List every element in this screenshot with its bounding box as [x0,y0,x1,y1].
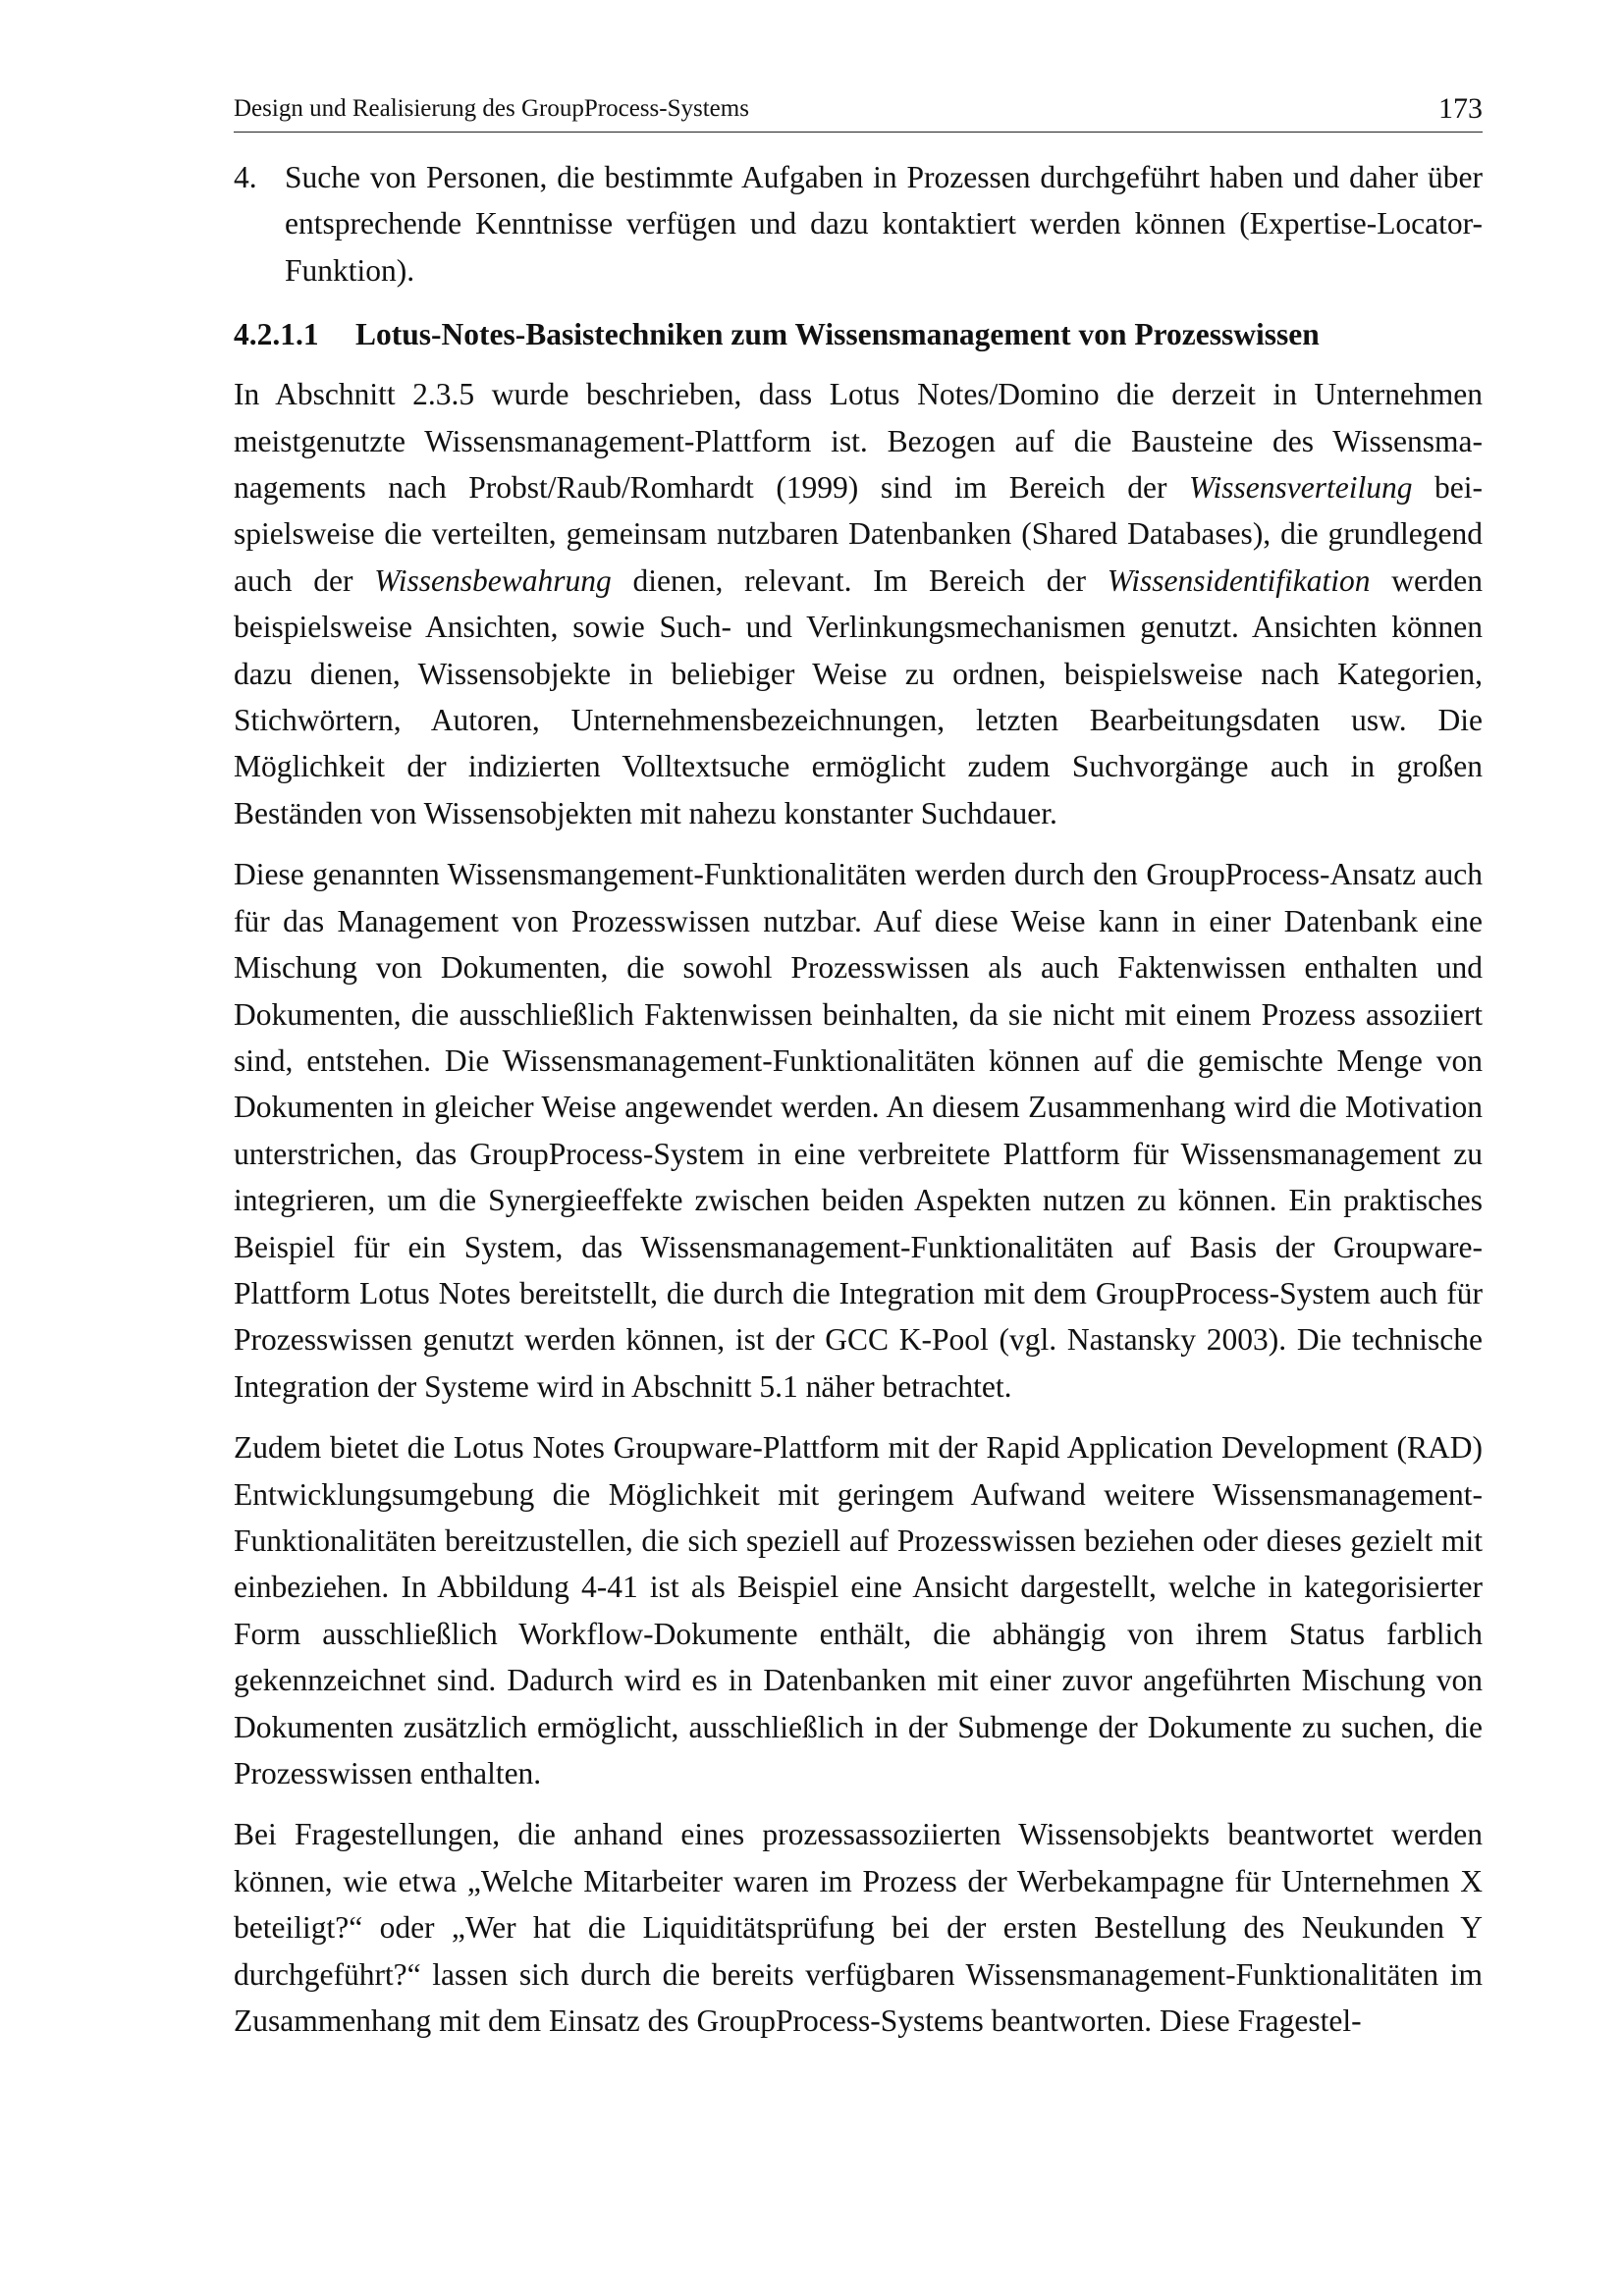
paragraph-2: Diese genannten Wissensmangement-Funktionalitäten werden durch den GroupProcess-Ansatz auch für das Management von Prozesswissen nutzbar. Auf diese Weise kann in einer Datenbank eine Mischung von Dokumenten, die sowohl Prozesswissen als auch Faktenwissen enthalten und Dokumenten, die ausschließlich Faktenwissen beinhalten, da sie nicht mit einem Prozess assoziiert sind, entstehen. Die Wissensmanagement-Funktionalitäten können auf die gemischte Menge von Dokumenten in gleicher Weise angewendet werden. An diesem Zusammenhang wird die Motivation unterstrichen, das GroupProcess-System in eine verbreitete Plattform für Wissensmanagement zu integrieren, um die Synergieeffekte zwischen beiden Aspekten nutzen zu können. Ein praktisches Beispiel für ein System, das Wissensmanagement-Funktionalitäten auf Basis der Groupware-Plattform Lotus Notes bereitstellt, die durch die Integration mit dem GroupProcess-System auch für Prozesswissen genutzt werden können, ist der GCC K-Pool (vgl. Nastansky 2003). Die technische Integration der Systeme wird in Abschnitt 5.1 näher betrachtet. [234,857,1483,1404]
paragraph-1-emphasis-2: Wissensbewahrung [374,562,612,598]
paragraph-1 [234,371,1483,836]
paragraph-1-text-a: In Abschnitt 2.3.5 wurde beschrieben, dass Lotus Notes/Domino die derzeit in Unternehmen meistgenutzte Wissensmanagement-Plattform ist. Bezogen auf die Bausteine des Wissensmanagements nach Probst/Raub/Romhardt (1999) sind im Bereich der [234,377,1483,506]
paragraph-3: Zudem bietet die Lotus Notes Groupware-Plattform mit der Rapid Application Development (RAD) Entwicklungsumgebung die Möglichkeit mit geringem Aufwand weitere Wissensmanagement-Funktionalitäten bereitzustellen, die sich speziell auf Prozesswissen beziehen oder dieses gezielt mit einbeziehen. In Abbildung 4-41 ist als Beispiel eine Ansicht dargestellt, welche in kategorisierter Form ausschließlich Workflow-Dokumente enthält, die abhängig von ihrem Status farblich gekennzeichnet sind. Dadurch wird es in Datenbanken mit einer zuvor angeführten Mischung von Dokumenten zusätzlich ermöglicht, ausschließlich in der Submenge der Dokumente zu suchen, die Prozesswissen enthalten. [234,1430,1483,1790]
paragraph-1-emphasis-3: Wissensidentifikation [1107,562,1371,598]
paragraph-1-emphasis-1: Wissensverteilung [1189,470,1413,506]
header-title: Design und Realisierung des GroupProcess-Systems [234,95,749,122]
paragraph-4: Bei Fragestellungen, die anhand eines prozessassoziierten Wissensobjekts beantwortet werden können, wie etwa „Welche Mitarbeiter waren im Prozess der Werbekampagne für Unternehmen X beteiligt?“ oder „Wer hat die Liquiditätsprüfung bei der ersten Bestellung des Neukunden Y durchgeführt?“ lassen sich durch die bereits verfügbaren Wissensmanagement-Funktionalitäten im Zusammenhang mit dem Einsatz des GroupProcess-Systems beantworten. Diese Fragestel- [234,1817,1483,2039]
list-item [234,154,1483,294]
section-number: 4.2.1.1 [234,317,319,352]
section-title: Lotus-Notes-Basistechniken zum Wissensmanagement von Prozesswissen [355,317,1320,352]
running-header [234,94,1483,133]
section-heading [234,311,1483,357]
paragraph-1-text-b: beispielsweise die verteilten, gemeinsam nutzbaren Datenbanken (Shared Databases), die grundlegend auch der [234,470,1484,598]
paragraph-1-text-d: werden beispielsweise Ansichten, sowie Such- und Verlinkungsmechanismen genutzt. Ansichten können dazu dienen, Wissensobjekte in beliebiger Weise zu ordnen, beispielsweise nach Kategorien, Stichwörtern, Autoren, Unternehmensbezeichnungen, letzten Bearbeitungsdaten usw. Die Möglichkeit der indizierten Volltextsuche ermöglicht zudem Suchvorgänge auch in großen Beständen von Wissensobjekten mit nahezu konstanter Suchdauer. [234,562,1483,830]
page [234,94,1483,2058]
page-number: 173 [1438,92,1483,125]
paragraph-1-text-c: dienen, relevant. Im Bereich der [611,562,1108,598]
list-item-text: Suche von Personen, die bestimmte Aufgaben in Prozessen durchgeführt haben und daher über entsprechende Kenntnisse verfügen und dazu kontaktiert werden können (Expertise-Locator-Funktion). [285,160,1483,288]
list-item-number: 4. [234,160,257,194]
